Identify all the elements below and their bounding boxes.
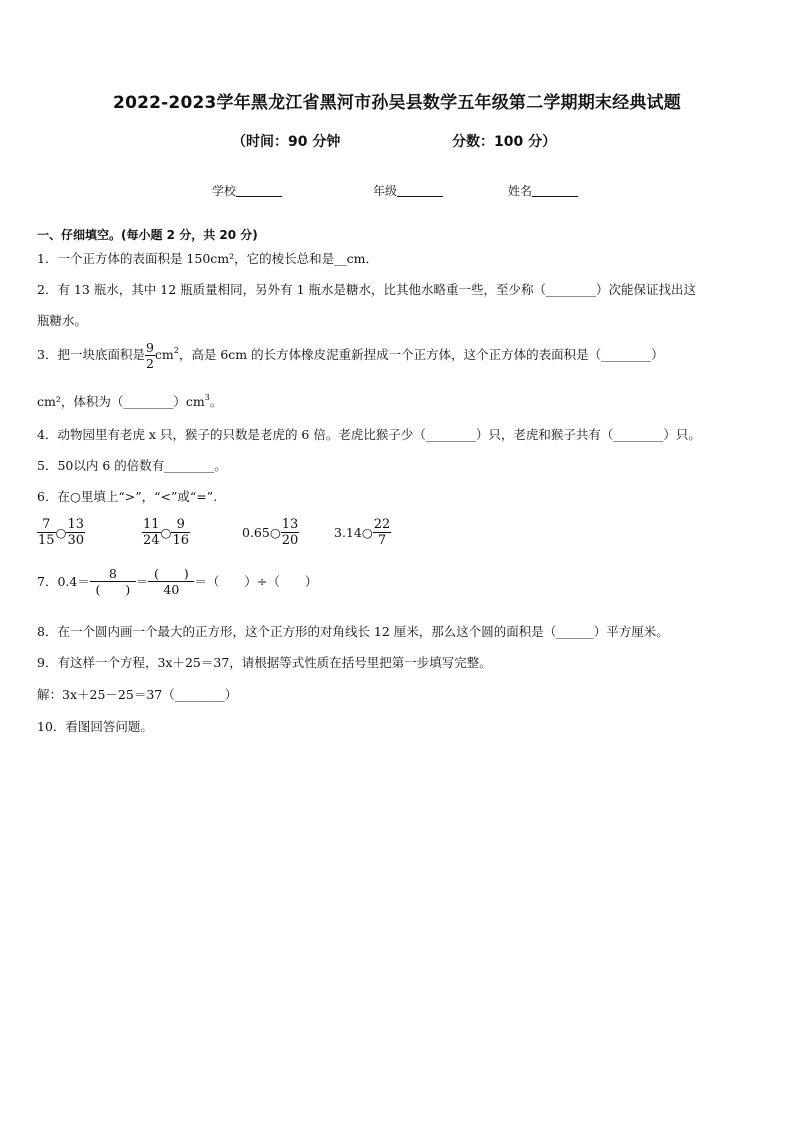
question-4: 4．动物园里有老虎 x 只，猴子的只数是老虎的 6 倍。老虎比猴子少（________）只，老虎和猴子共有（________）只。 xyxy=(37,427,701,442)
question-1: 1．一个正方体的表面积是 150cm²，它的棱长总和是__cm． xyxy=(37,251,379,266)
q6-item-3 xyxy=(242,517,299,548)
fraction-denominator: 40 xyxy=(148,581,194,597)
question-9: 9．有这样一个方程，3x＋25＝37，请根据等式性质在括号里把第一步填写完整。 xyxy=(37,655,492,670)
school-label: 学校 xyxy=(212,184,237,198)
grade-field xyxy=(373,182,443,199)
fraction-denominator: 7 xyxy=(373,532,392,548)
q6-item-3-left: 0.65 xyxy=(242,525,270,540)
q7-fraction-1 xyxy=(90,566,136,597)
school-blank xyxy=(236,184,282,197)
q6-item-4-right xyxy=(373,517,392,548)
question-10: 10．看图回答问题。 xyxy=(37,719,153,734)
q6-item-1 xyxy=(37,517,85,548)
q7-prefix: 7．0.4＝ xyxy=(37,573,90,589)
question-5: 5．50以内 6 的倍数有________。 xyxy=(37,458,227,473)
compare-circle: ○ xyxy=(160,525,172,540)
q6-item-3-right xyxy=(281,517,300,548)
q3-unit: cm xyxy=(154,347,174,362)
q7-equals: ＝ xyxy=(135,573,149,589)
q3-fraction-numerator: 9 xyxy=(145,340,154,355)
fraction-numerator: 13 xyxy=(281,517,299,532)
question-3-line-2 xyxy=(37,390,222,410)
q7-suffix: ＝（ ）÷（ ） xyxy=(194,573,318,589)
name-field xyxy=(508,182,578,199)
name-blank xyxy=(532,184,578,197)
fraction-numerator: 9 xyxy=(176,517,185,532)
q3-unit-exponent: 2 xyxy=(173,346,179,355)
time-label: （时间：90 分钟 xyxy=(232,134,341,150)
question-9-solution: 解：3x＋25－25＝37（________） xyxy=(37,687,238,702)
grade-blank xyxy=(397,184,443,197)
q6-item-2-right xyxy=(171,517,190,548)
q6-item-1-left xyxy=(37,517,56,548)
q3-line2-end: 。 xyxy=(209,394,223,409)
question-3-line-1 xyxy=(37,340,664,371)
fraction-denominator: 30 xyxy=(67,533,85,548)
grade-label: 年级 xyxy=(373,184,398,198)
fraction-denominator: 24 xyxy=(143,533,160,548)
score-label: 分数：100 分） xyxy=(452,134,557,150)
q6-item-4-left: 3.14 xyxy=(334,525,362,540)
compare-circle: ○ xyxy=(269,525,281,540)
q3-fraction xyxy=(145,340,155,371)
q3-prefix: 3．把一块底面积是 xyxy=(37,347,145,362)
q6-item-2 xyxy=(142,517,190,548)
question-2-line-2: 瓶糖水。 xyxy=(37,313,88,328)
question-6: 6．在○里填上“>”，“<”或“=”. xyxy=(37,489,218,504)
compare-circle: ○ xyxy=(55,525,67,540)
fraction-numerator: ( ) xyxy=(153,566,189,581)
q3-line2-text: cm²，体积为（________）cm xyxy=(37,394,205,409)
q3-middle: ，高是 6cm 的长方体橡皮泥重新捏成一个正方体，这个正方体的表面积是（________） xyxy=(178,347,664,362)
fraction-denominator: ( ) xyxy=(90,581,136,597)
q6-comparisons xyxy=(37,517,757,557)
fraction-numerator: 8 xyxy=(108,566,117,581)
question-8: 8．在一个圆内画一个最大的正方形，这个正方形的对角线长 12 厘米，那么这个圆的面积是（______）平方厘米。 xyxy=(37,624,669,639)
school-field xyxy=(212,182,282,199)
q3-fraction-denominator: 2 xyxy=(145,356,154,371)
fraction-numerator: 11 xyxy=(143,517,160,532)
fraction-denominator: 20 xyxy=(281,533,299,548)
fraction-denominator: 16 xyxy=(172,533,190,548)
section-heading: 一、仔细填空。(每小题 2 分，共 20 分) xyxy=(37,228,258,242)
q6-item-4 xyxy=(334,517,391,548)
q6-item-1-right xyxy=(66,517,85,548)
question-7 xyxy=(37,566,317,597)
name-label: 姓名 xyxy=(508,184,533,198)
fraction-denominator: 15 xyxy=(38,533,55,548)
fraction-numerator: 22 xyxy=(373,517,391,532)
question-2-line-1: 2．有 13 瓶水，其中 12 瓶质量相同，另外有 1 瓶水是糖水，比其他水略重一些，至少称（________）次能保证找出这 xyxy=(37,282,697,297)
q6-item-2-left xyxy=(142,517,161,548)
compare-circle: ○ xyxy=(361,525,373,540)
fraction-numerator: 7 xyxy=(42,517,51,532)
q7-fraction-2 xyxy=(148,566,194,597)
exam-title: 2022-2023学年黑龙江省黑河市孙吴县数学五年级第二学期期末经典试题 xyxy=(113,93,681,113)
q3-line2-exponent: 3 xyxy=(204,393,210,402)
fraction-numerator: 13 xyxy=(67,517,85,532)
